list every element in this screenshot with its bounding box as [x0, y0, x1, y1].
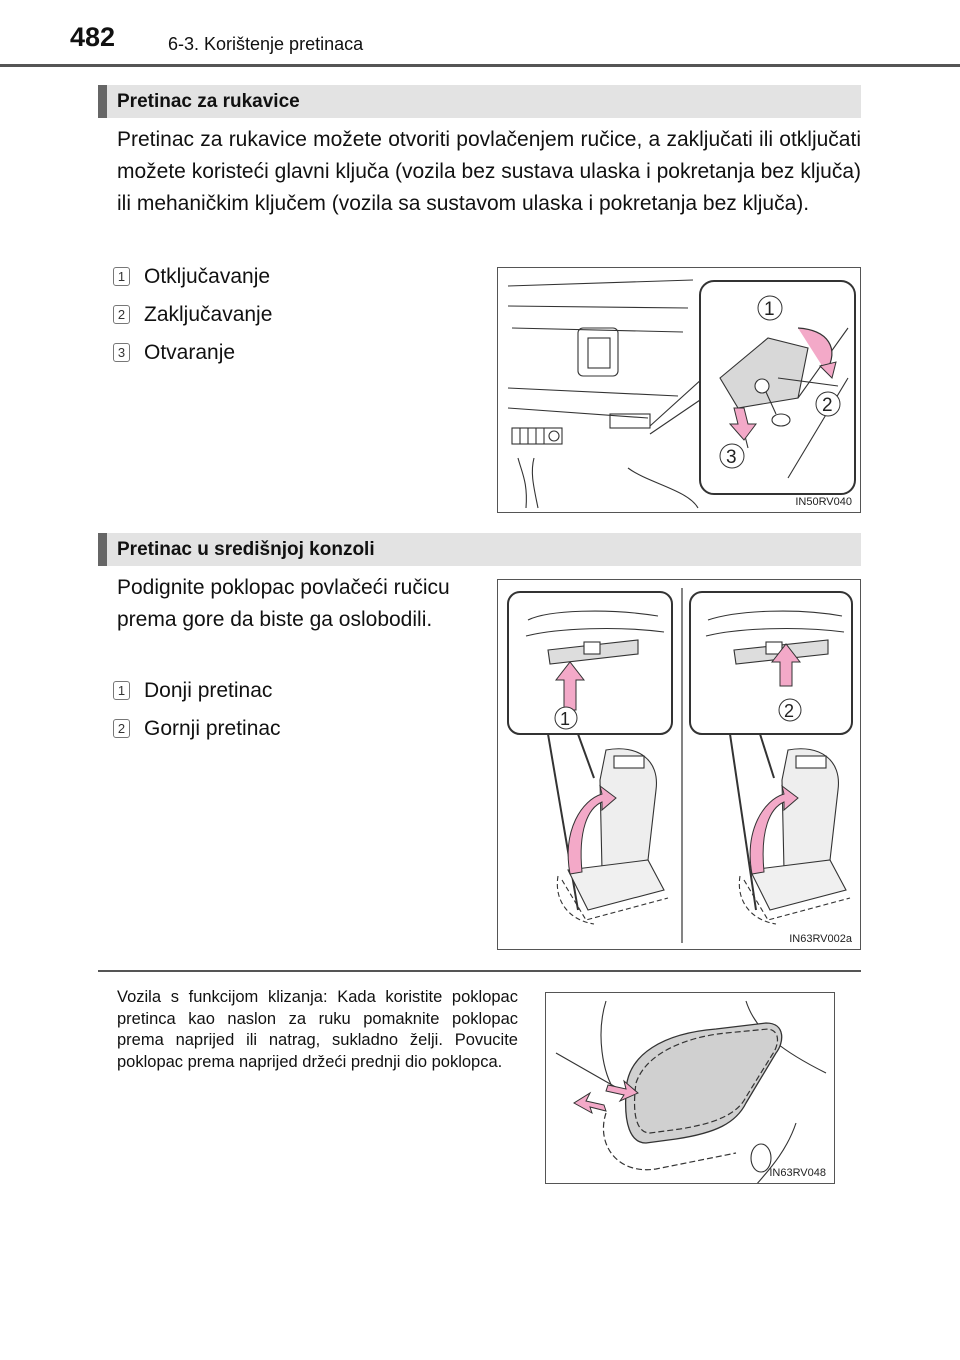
item-number-badge: 1 [113, 681, 130, 700]
callout-2: 2 [822, 395, 833, 416]
console-figure [497, 579, 861, 950]
figure-code: IN50RV040 [795, 496, 852, 508]
note-divider [98, 970, 861, 972]
header-rule [0, 64, 960, 67]
sliding-armrest-illustration [546, 993, 835, 1184]
callout-3: 3 [726, 447, 737, 468]
callout-1: 1 [560, 709, 571, 729]
page-number: 482 [70, 22, 116, 52]
item-label: Otvaranje [144, 341, 236, 364]
glovebox-figure [497, 267, 861, 513]
console-paragraph: Podignite poklopac povlačeći ručicu prema gore da biste ga oslobodili. [117, 576, 450, 631]
item-label: Donji pretinac [144, 679, 273, 702]
item-number-badge: 1 [113, 267, 130, 286]
glovebox-paragraph: Pretinac za rukavice možete otvoriti povlačenjem ručice, a zaključati ili otključati možete koristeći glavni ključa (vozila bez sustava ulaska i pokretanja bez ključa) ili mehaničkim ključem (vozila sa sustavom ulaska i pokretanja bez ključa). [117, 128, 861, 215]
sliding-note: Vozila s funkcijom klizanja: Kada koristite poklopac pretinca kao naslon za ruku pomaknite poklopac prema naprijed ili natrag, sukladno želji. Povucite poklopac prema naprijed držeći prednji dio poklopca. [117, 988, 518, 1071]
section-title: Pretinac za rukavice [117, 91, 300, 112]
glovebox-illustration [498, 268, 861, 513]
item-label: Zaključavanje [144, 303, 273, 326]
item-label: Gornji pretinac [144, 717, 281, 740]
callout-2: 2 [784, 701, 795, 721]
section-title: Pretinac u središnjoj konzoli [117, 539, 375, 560]
item-number-badge: 2 [113, 305, 130, 324]
console-illustration [498, 580, 861, 950]
sliding-armrest-figure [545, 992, 835, 1184]
item-label: Otključavanje [144, 265, 271, 288]
figure-code: IN63RV048 [769, 1167, 826, 1179]
item-number-badge: 3 [113, 343, 130, 362]
section-heading-glovebox [98, 85, 861, 118]
callout-1: 1 [764, 299, 775, 320]
item-number-badge: 2 [113, 719, 130, 738]
chapter-title: 6-3. Korištenje pretinaca [168, 34, 364, 54]
figure-code: IN63RV002a [789, 933, 852, 945]
section-heading-console [98, 533, 861, 566]
